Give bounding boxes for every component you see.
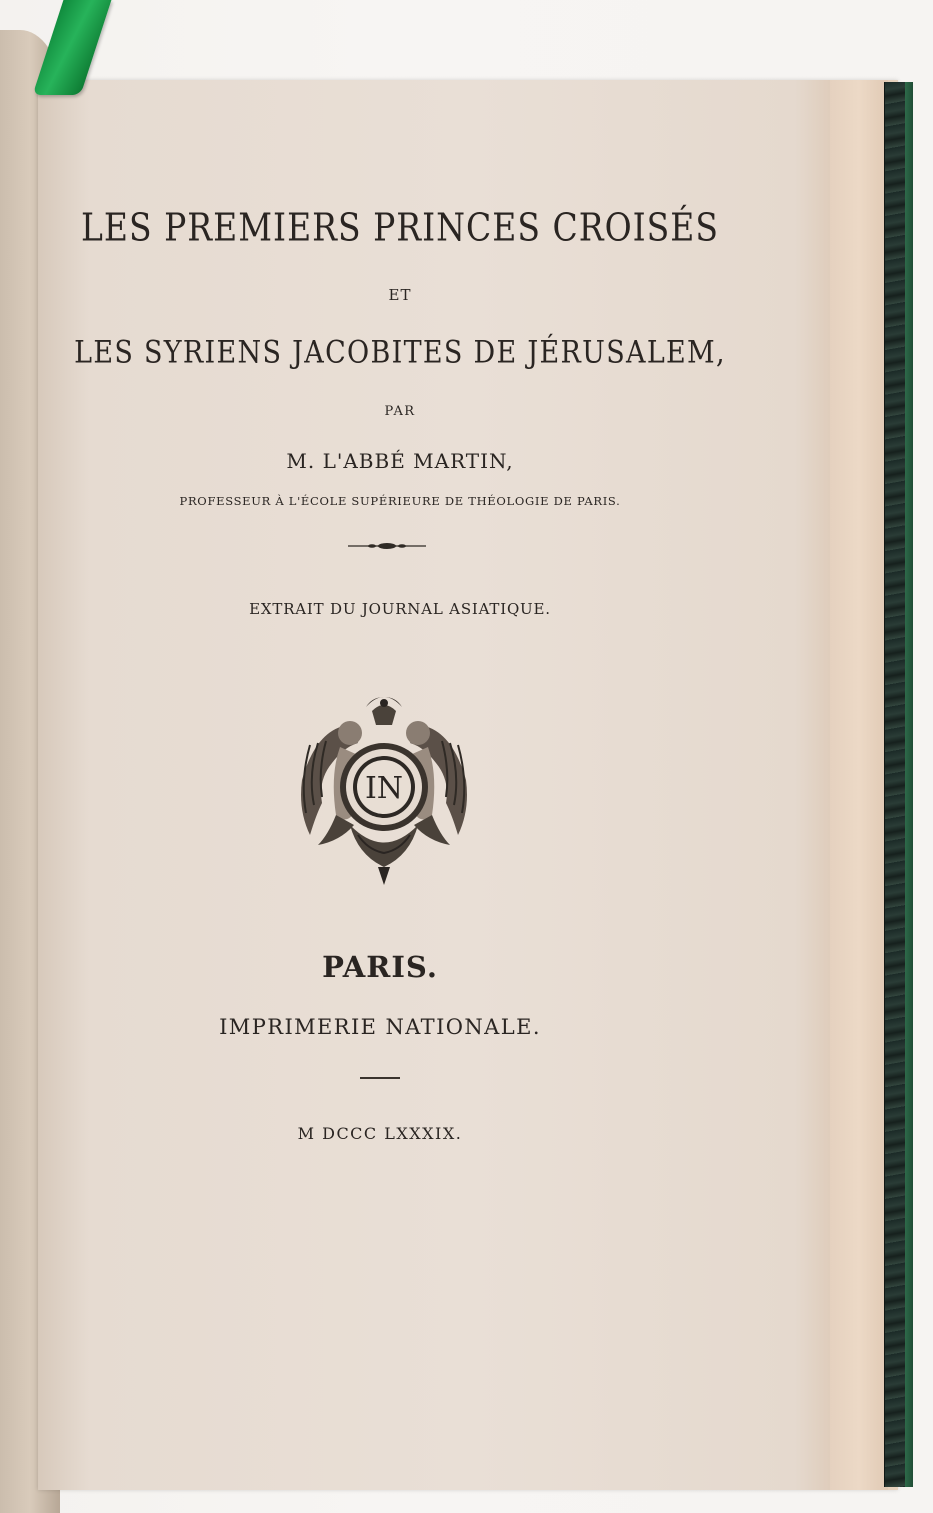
title-line-2: LES SYRIENS JACOBITES DE JÉRUSALEM,: [74, 334, 726, 371]
ornament-divider: [346, 538, 428, 554]
emblem-monogram: IN: [364, 771, 404, 806]
title-conjunction: ET: [388, 286, 412, 304]
extract-note: EXTRAIT DU JOURNAL ASIATIQUE.: [249, 600, 551, 618]
publication-city: PARIS.: [322, 950, 438, 984]
publication-year: M DCCC LXXXIX.: [297, 1124, 463, 1143]
page-edges: [830, 80, 888, 1490]
printer-name: IMPRIMERIE NATIONALE.: [219, 1015, 541, 1039]
title-line-1: LES PREMIERS PRINCES CROISÉS: [81, 205, 719, 250]
book-cover-edge: [905, 82, 913, 1487]
imprimerie-emblem: [288, 685, 480, 887]
rule-divider: [360, 1077, 400, 1079]
author-affiliation: PROFESSEUR À L'ÉCOLE SUPÉRIEURE DE THÉOLOGIE DE PARIS.: [179, 494, 621, 508]
by-line: PAR: [384, 404, 416, 419]
author-name: M. L'ABBÉ MARTIN,: [286, 449, 514, 473]
